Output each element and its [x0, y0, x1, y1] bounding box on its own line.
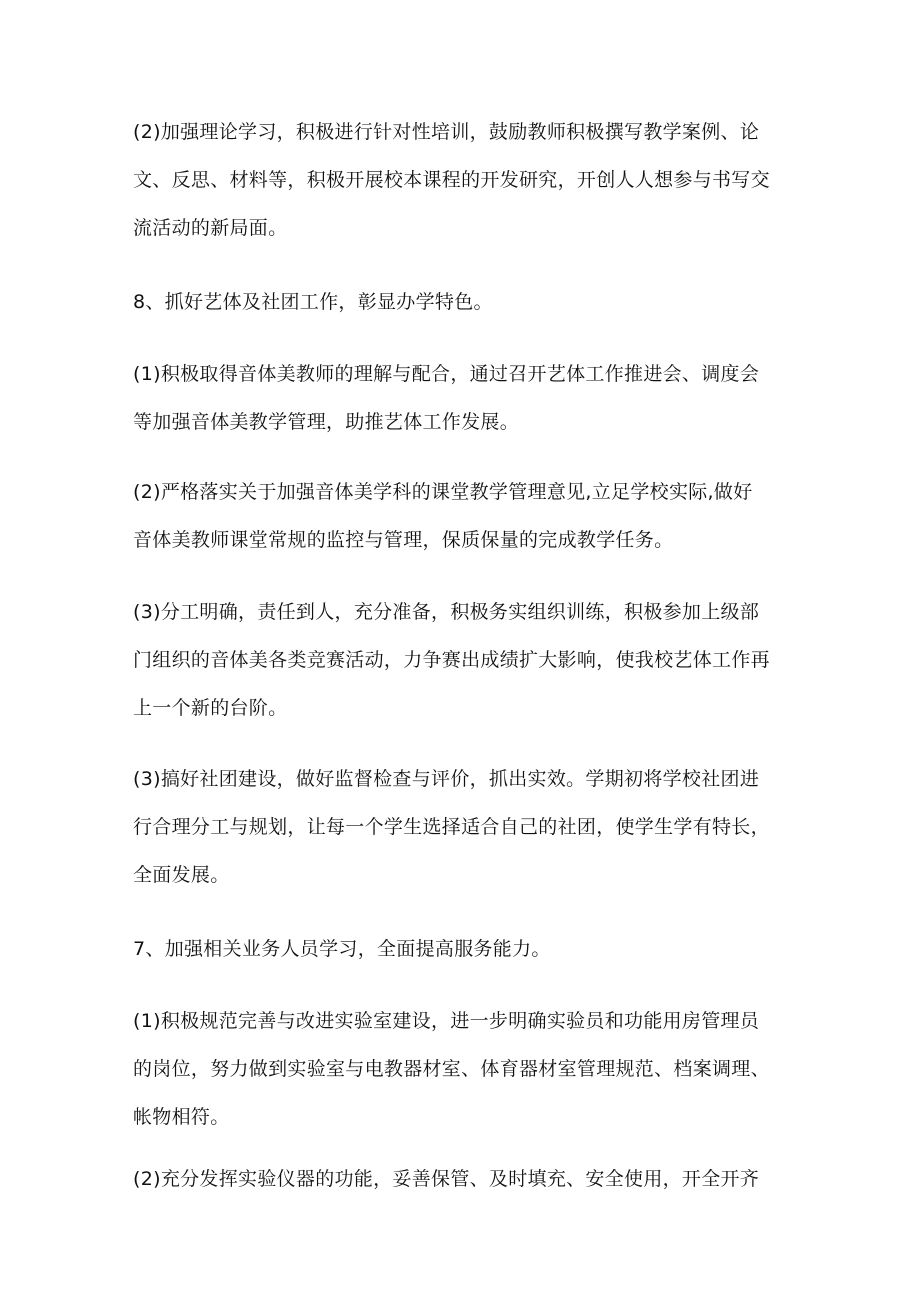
text-line: (2)加强理论学习，积极进行针对性培训，鼓励教师积极撰写教学案例、论	[133, 121, 760, 143]
text-line: 7、加强相关业务人员学习，全面提高服务能力。	[133, 938, 551, 960]
text-line: (3)搞好社团建设，做好监督检查与评价，抓出实效。学期初将学校社团进	[133, 768, 760, 790]
text-line: 等加强音体美教学管理，助推艺体工作发展。	[133, 411, 520, 433]
text-line: 音体美教师课堂常规的监控与管理，保质保量的完成教学任务。	[133, 529, 674, 551]
text-line: 文、反思、材料等，积极开展校本课程的开发研究，开创人人想参与书写交	[133, 169, 770, 191]
paragraph-lab-equipment	[133, 1155, 798, 1203]
text-line: 行合理分工与规划，让每一个学生选择适合自己的社团，使学生学有特长，	[133, 816, 770, 838]
text-line: (3)分工明确，责任到人，充分准备，积极务实组织训练，积极参加上级部	[133, 601, 760, 623]
text-line: (2)严格落实关于加强音体美学科的课堂教学管理意见,立足学校实际,做好	[133, 481, 753, 503]
section-heading-arts-sports	[133, 278, 798, 326]
text-line: (2)充分发挥实验仪器的功能，妥善保管、及时填充、安全使用，开全开齐	[133, 1168, 760, 1190]
text-line: 门组织的音体美各类竞赛活动，力争赛出成绩扩大影响，使我校艺体工作再	[133, 649, 770, 671]
text-line: 上一个新的台阶。	[133, 697, 288, 719]
paragraph-competitions	[133, 588, 798, 732]
section-heading-staff-training	[133, 925, 798, 973]
text-line: 帐物相符。	[133, 1106, 230, 1128]
text-line: 8、抓好艺体及社团工作，彰显办学特色。	[133, 291, 493, 313]
paragraph-theory-study	[133, 108, 798, 252]
text-line: 的岗位，努力做到实验室与电教器材室、体育器材室管理规范、档案调理、	[133, 1058, 770, 1080]
text-line: 全面发展。	[133, 864, 230, 886]
paragraph-lab-construction	[133, 997, 798, 1141]
paragraph-teacher-cooperation	[133, 350, 798, 446]
text-line: (1)积极取得音体美教师的理解与配合，通过召开艺体工作推进会、调度会	[133, 363, 760, 385]
paragraph-student-clubs	[133, 755, 798, 899]
paragraph-classroom-management	[133, 468, 798, 564]
text-line: (1)积极规范完善与改进实验室建设，进一步明确实验员和功能用房管理员	[133, 1010, 760, 1032]
text-line: 流活动的新局面。	[133, 217, 288, 239]
